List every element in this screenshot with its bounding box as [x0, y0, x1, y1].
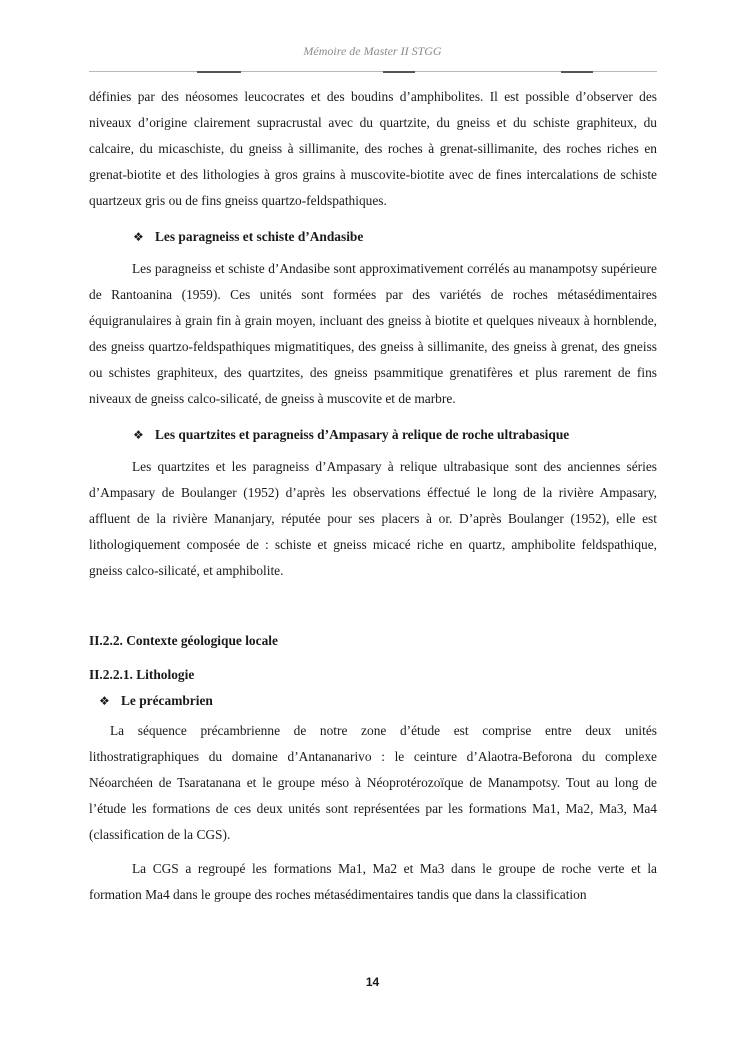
header-rule-accent	[561, 71, 593, 73]
bullet-ampasary	[89, 422, 657, 448]
running-header: Mémoire de Master II STGG	[303, 44, 442, 58]
section-heading: II.2.2. Contexte géologique locale	[89, 633, 278, 648]
bullet-label: Les quartzites et paragneiss d’Ampasary à relique de roche ultrabasique	[155, 427, 570, 442]
paragraph-andasibe: Les paragneiss et schiste d’Andasibe sont approximativement corrélés au manampotsy supérieure de Rantoanina (1959). Ces unités sont formées par des variétés de roches métasédimentaires équigranulaires à grain fin à grain moyen, incluant des gneiss à biotite et quelques niveaux à hornblende, des gneiss quartzo-feldspathiques migmatitiques, des gneiss à sillimanite, des gneiss à grenat, des gneiss ou schistes graphiteux, des quartzites, des gneiss psammitique grenatifères et plus rarement de fins niveaux de gneiss calco-silicaté, de gneiss à muscovite et de marbre.	[89, 261, 657, 406]
page-number: 14	[365, 975, 380, 989]
bullet-label: Le précambrien	[121, 693, 213, 708]
paragraph-precambrien: La séquence précambrienne de notre zone d’étude est comprise entre deux unités lithostratigraphiques du domaine d’Antananarivo : le ceinture d’Alaotra-Beforona du complexe Néoarchéen de Tsaratanana et le groupe méso à Néoprotérozoïque de Manampotsy. Tout au long de l’étude les formations de ces deux unités sont représentées par les formations Ma1, Ma2, Ma3, Ma4 (classification de la CGS).	[89, 723, 657, 842]
diamond-bullet-icon: ❖	[133, 428, 144, 442]
header-rule-accent	[197, 71, 241, 73]
bullet-precambrien	[89, 688, 657, 714]
page-body	[89, 84, 657, 908]
header-rule	[89, 71, 657, 72]
paragraph-ampasary: Les quartzites et les paragneiss d’Ampasary à relique ultrabasique sont des anciennes séries d’Ampasary de Boulanger (1952) d’après les observations éffectué le long de la rivière Ampasary, affluent de la rivière Mananjary, réputée pour ses placers à or. D’après Boulanger (1952), elle est lithologiquement composée de : schiste et gneiss micacé riche en quartz, amphibolite feldspathique, gneiss calco-silicaté, et amphibolite.	[89, 459, 657, 578]
bullet-andasibe	[89, 224, 657, 250]
diamond-bullet-icon: ❖	[133, 230, 144, 244]
paragraph-continued: définies par des néosomes leucocrates et des boudins d’amphibolites. Il est possible d’observer des niveaux d’origine clairement supracrustal avec du quartzite, du gneiss et du schiste graphiteux, du calcaire, du micaschiste, du gneiss à sillimanite, des roches à grenat-sillimanite, des roches riches en grenat-biotite et des lithologies à gros grains à muscovite-biotite avec de fines intercalations de schiste quartzeux gris ou de fins gneiss quartzo-feldspathiques.	[89, 89, 657, 208]
subsection-heading: II.2.2.1. Lithologie	[89, 667, 195, 682]
header-rule-accent	[383, 71, 415, 73]
paragraph-cgs: La CGS a regroupé les formations Ma1, Ma2 et Ma3 dans le groupe de roche verte et la formation Ma4 dans le groupe des roches métasédimentaires tandis que dans la classification	[89, 861, 657, 902]
bullet-label: Les paragneiss et schiste d’Andasibe	[155, 229, 364, 244]
diamond-bullet-icon: ❖	[99, 694, 110, 708]
